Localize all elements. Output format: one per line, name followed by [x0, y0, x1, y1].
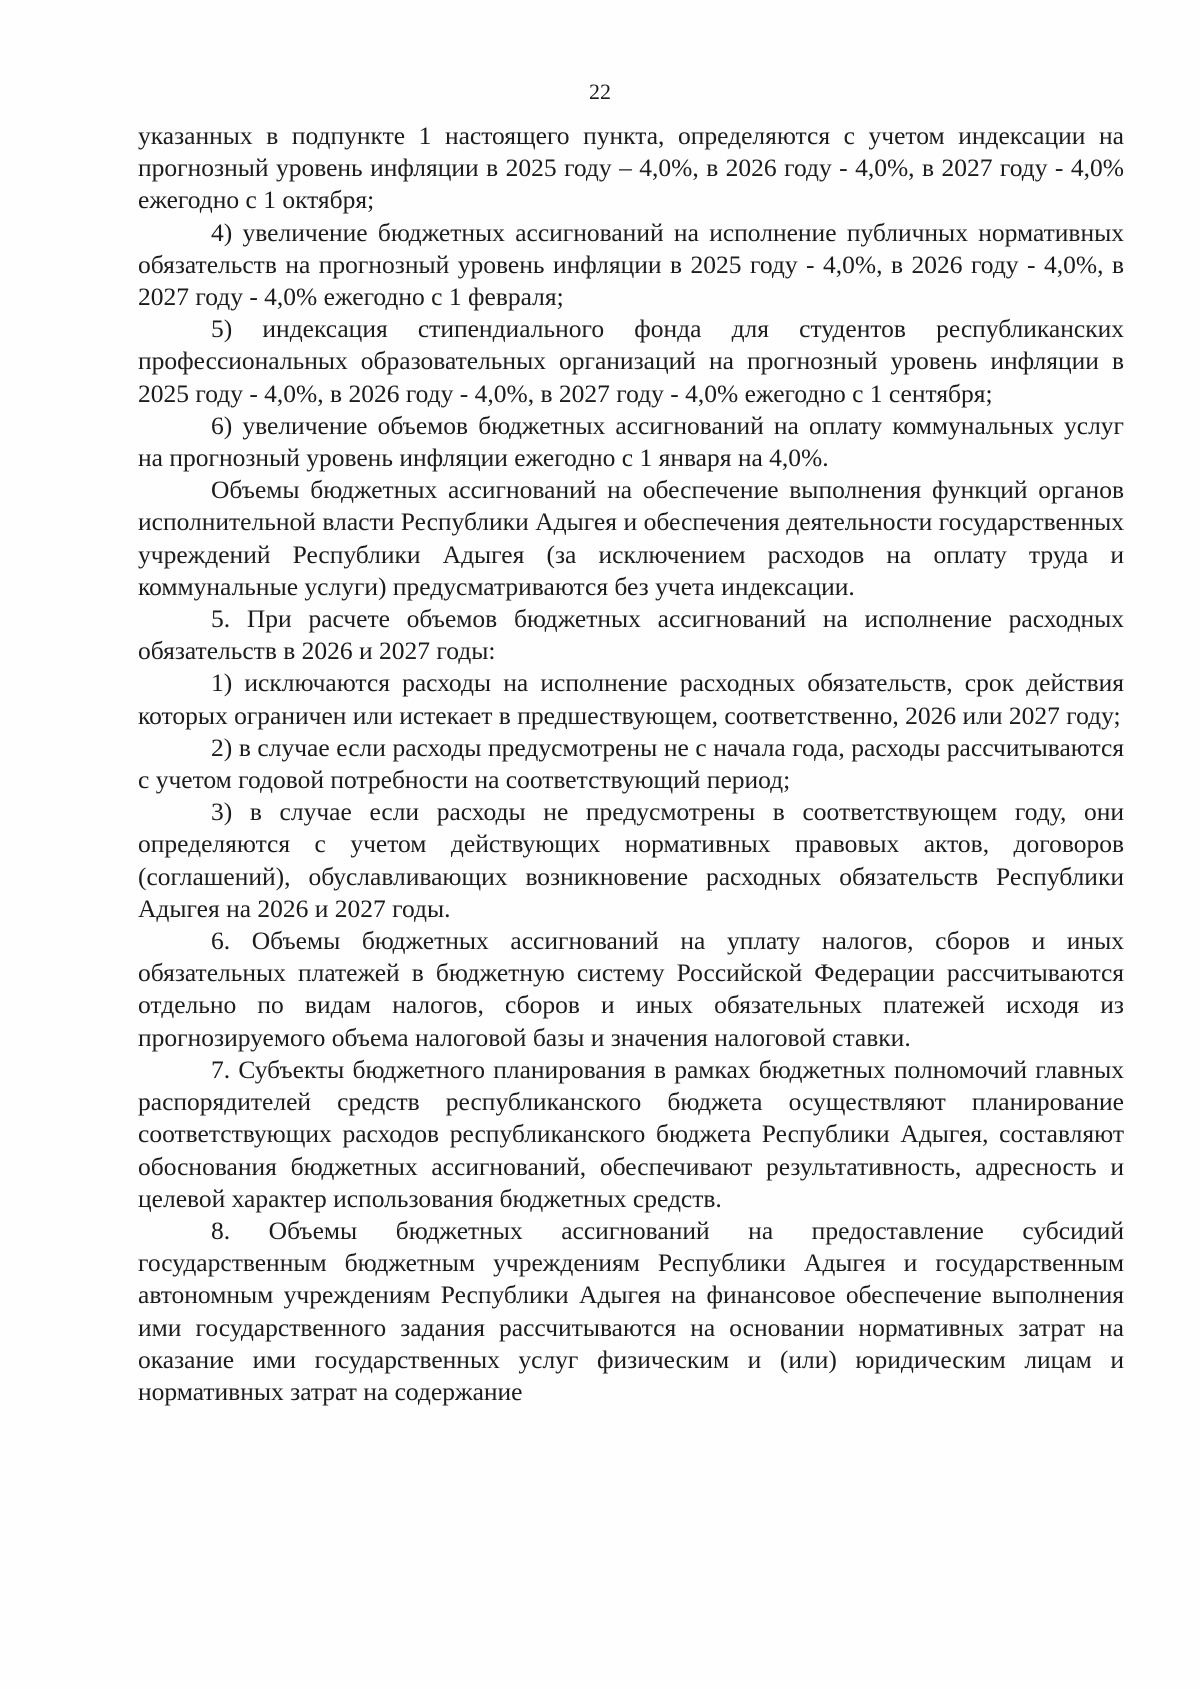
paragraph-clause-5-item-3: 3) в случае если расходы не предусмотрены в соответствующем году, они определяются с учетом действующих нормативных правовых актов, договоров (соглашений), обуславливающих возникновение расходных обязательств Республики Адыгея на 2026 и 2027 годы. [138, 797, 1124, 923]
paragraph-clause-5: 5. При расчете объемов бюджетных ассигнований на исполнение расходных обязательств в 2026 и 2027 годы: [138, 604, 1124, 666]
paragraph-continuation: указанных в подпункте 1 настоящего пункта, определяются с учетом индексации на прогнозный уровень инфляции в 2025 году – 4,0%, в 2026 году - 4,0%, в 2027 году - 4,0% ежегодно с 1 октября; [138, 121, 1124, 215]
paragraph-clause-6: 6. Объемы бюджетных ассигнований на уплату налогов, сборов и иных обязательных платежей в бюджетную систему Российской Федерации рассчитываются отдельно по видам налогов, сборов и иных обязательных платежей исходя из прогнозируемого объема налоговой базы и значения налоговой ставки. [138, 926, 1124, 1052]
paragraph-functions-volume: Объемы бюджетных ассигнований на обеспечение выполнения функций органов исполнительной власти Республики Адыгея и обеспечения деятельности государственных учреждений Республики Адыгея (за исключением расходов на оплату труда и коммунальные услуги) предусматриваются без учета индексации. [138, 475, 1124, 601]
paragraph-item-6: 6) увеличение объемов бюджетных ассигнований на оплату коммунальных услуг на прогнозный уровень инфляции ежегодно с 1 января на 4,0%. [138, 410, 1124, 473]
paragraph-clause-5-item-1: 1) исключаются расходы на исполнение расходных обязательств, срок действия которых ограничен или истекает в предшествующем, соответственно, 2026 или 2027 году; [138, 668, 1124, 730]
paragraph-item-5: 5) индексация стипендиального фонда для студентов республиканских профессиональных образовательных организаций на прогнозный уровень инфляции в 2025 году - 4,0%, в 2026 году - 4,0%, в 2027 году - 4,0% ежегодно с 1 сентября; [138, 314, 1124, 408]
paragraph-item-4: 4) увеличение бюджетных ассигнований на исполнение публичных нормативных обязательств на прогнозный уровень инфляции в 2025 году - 4,0%, в 2026 году - 4,0%, в 2027 году - 4,0% ежегодно с 1 февраля; [138, 217, 1124, 312]
document-body [138, 120, 1124, 1408]
page-number: 22 [589, 79, 611, 104]
paragraph-clause-5-item-2: 2) в случае если расходы предусмотрены не с начала года, расходы рассчитываются с учетом годовой потребности на соответствующий период; [138, 732, 1124, 795]
paragraph-clause-8: 8. Объемы бюджетных ассигнований на предоставление субсидий государственным бюджетным учреждениям Республики Адыгея и государственным автономным учреждениям Республики Адыгея на финансовое обеспечение выполнения ими государственного задания рассчитываются на основании нормативных затрат на оказание ими государственных услуг физическим и (или) юридическим лицам и нормативных затрат на содержание [138, 1215, 1124, 1406]
paragraph-clause-7: 7. Субъекты бюджетного планирования в рамках бюджетных полномочий главных распорядителей средств республиканского бюджета осуществляют планирование соответствующих расходов республиканского бюджета Республики Адыгея, составляют обоснования бюджетных ассигнований, обеспечивают результативность, адресность и целевой характер использования бюджетных средств. [138, 1054, 1124, 1213]
